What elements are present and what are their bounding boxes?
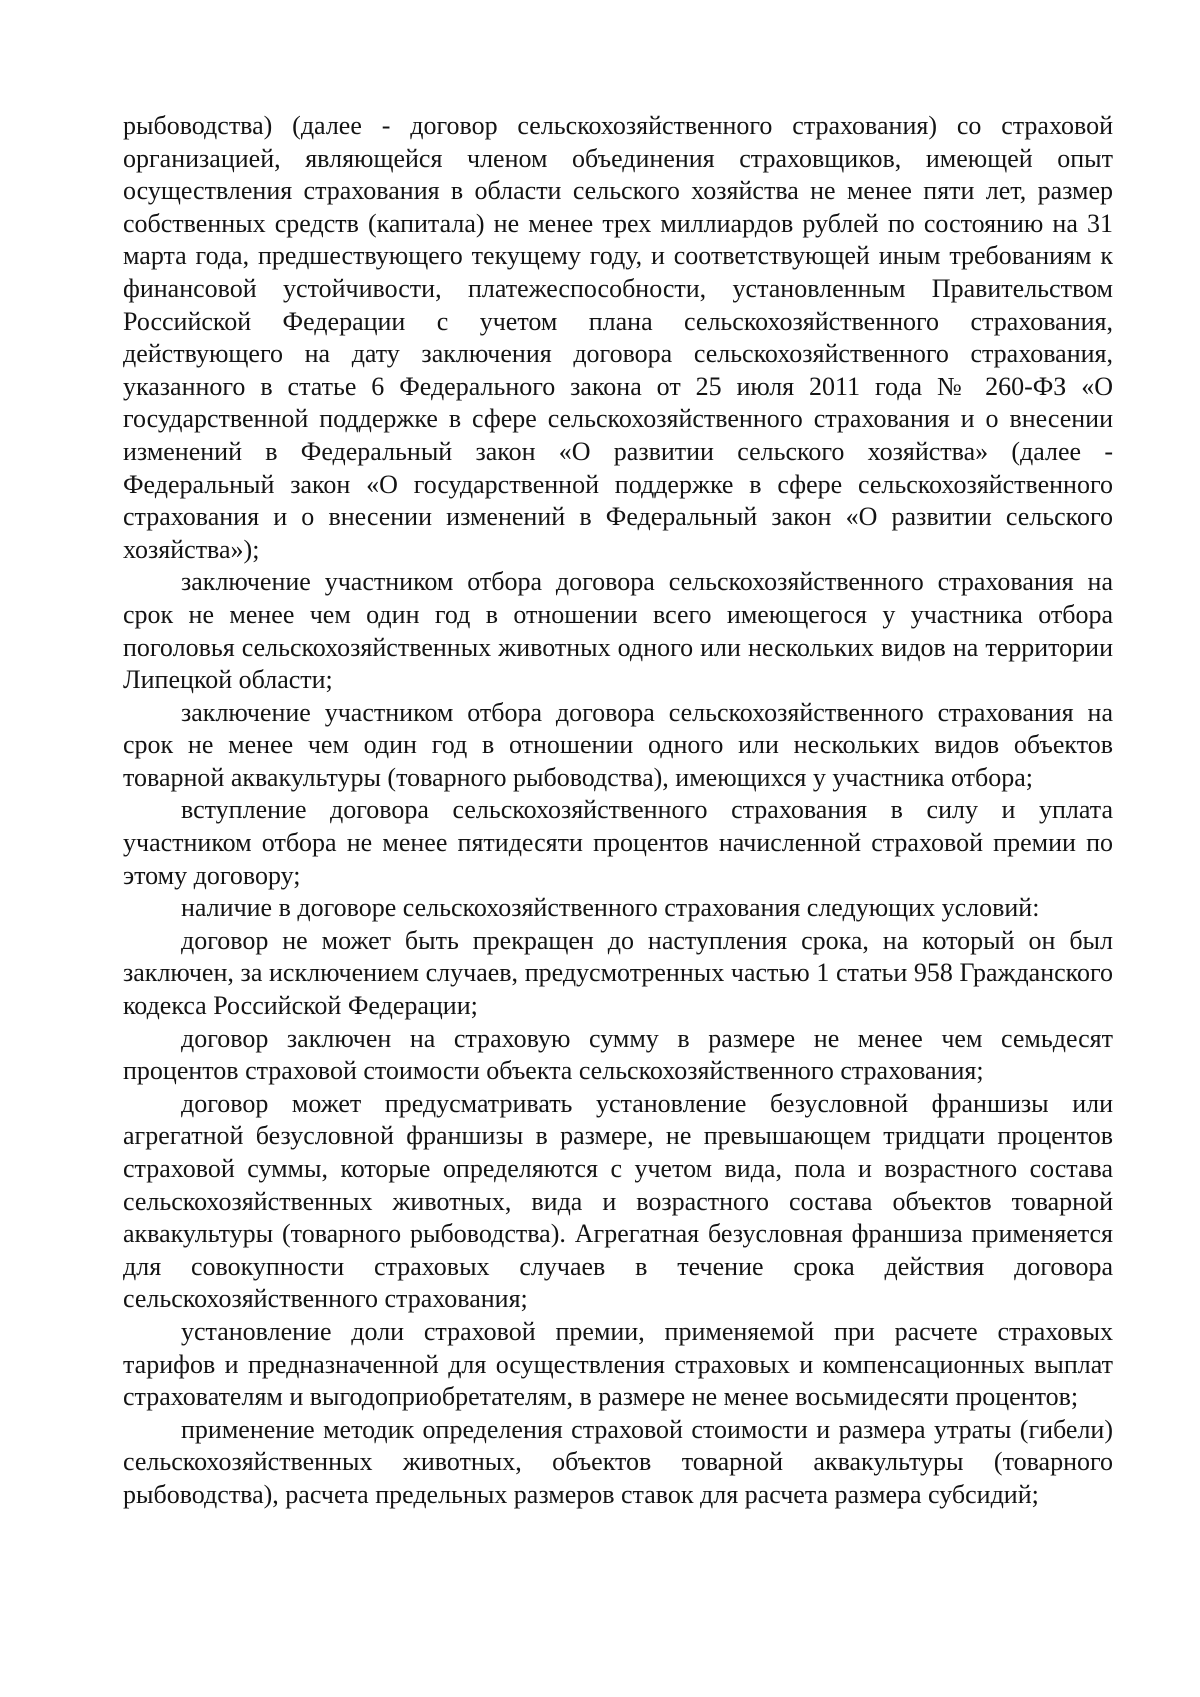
paragraph-aquaculture-contract: заключение участником отбора договора сельскохозяйственного страхования на срок не менее чем один год в отношении одного или нескольких видов объектов товарной аквакультуры (товарного рыбоводства), имеющихся у участника отбора; [123,697,1113,792]
paragraph-livestock-contract: заключение участником отбора договора сельскохозяйственного страхования на срок не менее чем один год в отношении всего имеющегося у участника отбора поголовья сельскохозяйственных животных одного или нескольких видов на территории Липецкой области; [123,567,1113,695]
paragraph-termination: договор не может быть прекращен до наступления срока, на который он был заключен, за исключением случаев, предусмотренных частью 1 статьи 958 Гражданского кодекса Российской Федерации; [123,925,1113,1021]
paragraph-franchise: договор может предусматривать установление безусловной франшизы или агрегатной безусловной франшизы в размере, не превышающем тридцати процентов страховой суммы, которые определяются с учетом вида, пола и возрастного состава сельскохозяйственных животных, вида и возрастного состава объектов товарной аквакультуры (товарного рыбоводства). Агрегатная безусловная франшиза применяется для совокупности страховых случаев в течение срока действия договора сельскохозяйственного страхования; [123,1088,1113,1314]
document-body [123,110,1113,1512]
paragraph-insured-sum: договор заключен на страховую сумму в размере не менее чем семьдесят процентов страховой стоимости объекта сельскохозяйственного страхования; [123,1023,1113,1086]
paragraph-methodology: применение методик определения страховой стоимости и размера утраты (гибели) сельскохозяйственных животных, объектов товарной аквакультуры (товарного рыбоводства), расчета предельных размеров ставок для расчета размера субсидий; [123,1414,1113,1509]
paragraph-contract-effect: вступление договора сельскохозяйственного страхования в силу и уплата участником отбора не менее пятидесяти процентов начисленной страховой премии по этому договору; [123,795,1113,890]
paragraph-premium-share: установление доли страховой премии, применяемой при расчете страховых тарифов и предназначенной для осуществления страховых и компенсационных выплат страхователям и выгодоприобретателям, в размере не менее восьмидесяти процентов; [123,1316,1113,1412]
paragraph-continuation: рыбоводства) (далее - договор сельскохозяйственного страхования) со страховой организацией, являющейся членом объединения страховщиков, имеющей опыт осуществления страхования в области сельского хозяйства не менее пяти лет, размер собственных средств (капитала) не менее трех миллиардов рублей по состоянию на 31 марта года, предшествующего текущему году, и соответствующей иным требованиям к финансовой устойчивости, платежеспособности, установленным Правительством Российской Федерации с учетом плана сельскохозяйственного страхования, действующего на дату заключения договора сельскохозяйственного страхования, указанного в статье 6 Федерального закона от 25 июля 2011 года № 260-ФЗ «О государственной поддержке в сфере сельскохозяйственного страхования и о внесении изменений в Федеральный закон «О развитии сельского хозяйства» (далее - Федеральный закон «О государственной поддержке в сфере сельскохозяйственного страхования и о внесении изменений в Федеральный закон «О развитии сельского хозяйства»); [123,111,1113,564]
paragraph-conditions-intro: наличие в договоре сельскохозяйственного страхования следующих условий: [181,893,1040,923]
